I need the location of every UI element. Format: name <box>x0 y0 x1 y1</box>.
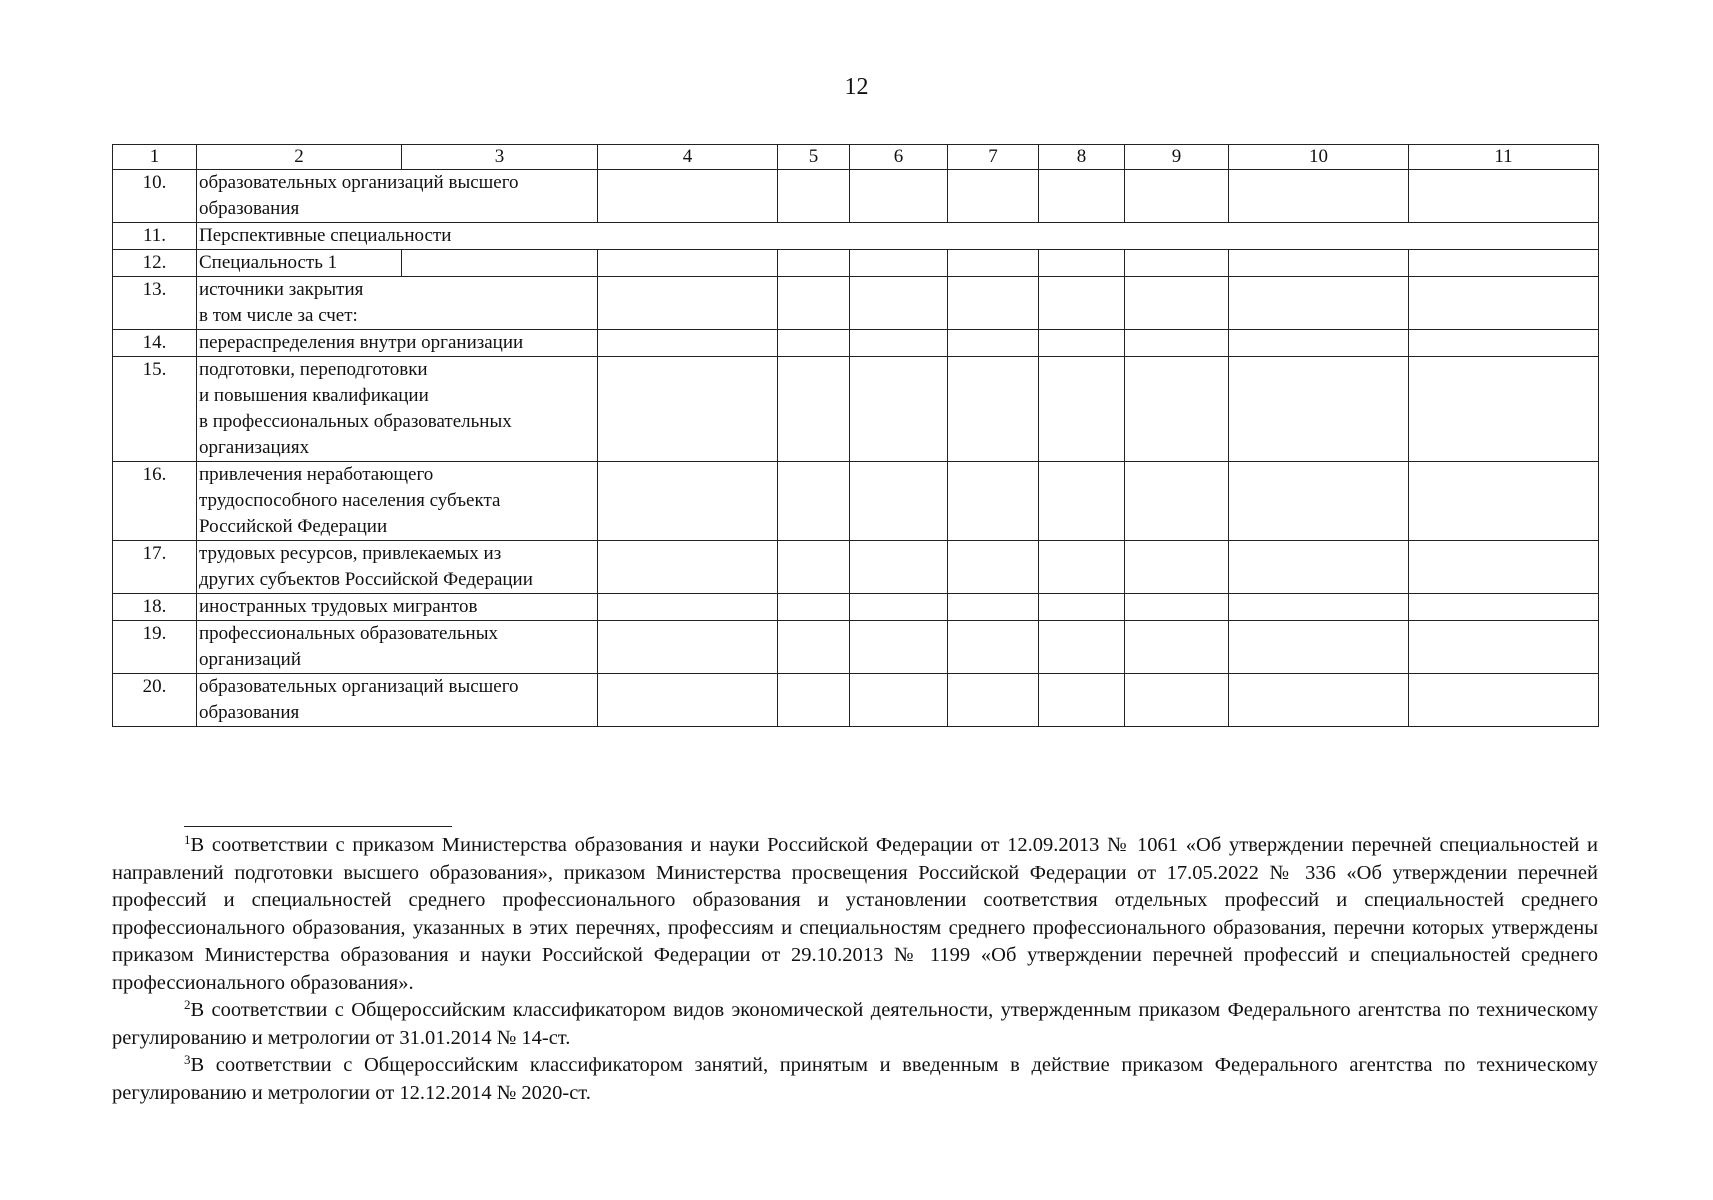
row-label: источники закрытия в том числе за счет: <box>197 277 598 330</box>
table-row <box>113 594 1599 621</box>
footnote <box>112 832 1598 997</box>
row-number: 15. <box>113 357 197 462</box>
table-row <box>113 357 1599 462</box>
table-row <box>113 541 1599 594</box>
table-row <box>113 250 1599 277</box>
column-number: 10 <box>1229 145 1409 170</box>
row-number: 10. <box>113 170 197 223</box>
table-row <box>113 462 1599 541</box>
table-row <box>113 674 1599 727</box>
column-number: 9 <box>1125 145 1229 170</box>
page-number: 12 <box>844 74 869 100</box>
column-number: 1 <box>113 145 197 170</box>
column-number: 4 <box>598 145 778 170</box>
footnote <box>112 1052 1598 1107</box>
footnote-mark: 2 <box>184 997 191 1012</box>
row-label: Перспективные специальности <box>197 223 1599 250</box>
footnote-mark: 1 <box>184 832 191 847</box>
row-number: 13. <box>113 277 197 330</box>
column-number: 8 <box>1039 145 1125 170</box>
column-number: 11 <box>1409 145 1599 170</box>
row-label: иностранных трудовых мигрантов <box>197 594 598 621</box>
column-number: 5 <box>778 145 850 170</box>
row-number: 14. <box>113 330 197 357</box>
footnote-text: В соответствии с приказом Министерства образования и науки Российской Федерации от 12.09.2013 № 1061 «Об утверждении перечней специальностей и направлений подготовки высшего образования», приказом Министерства просвещения Российской Федерации от 17.05.2022 № 336 «Об утверждении перечней профессий и специальностей среднего профессионального образования и установлении соответствия отдельных профессий и специальностей среднего профессионального образования, указанных в этих перечнях, профессиям и специальностям среднего профессионального образования, перечни которых утверждены приказом Министерства образования и науки Российской Федерации от 29.10.2013 № 1199 «Об утверждении перечней профессий и специальностей среднего профессионального образования». <box>112 834 1598 994</box>
column-number: 3 <box>402 145 598 170</box>
row-label: профессиональных образовательных организаций <box>197 621 598 674</box>
footnote-mark: 3 <box>184 1052 191 1067</box>
row-number: 11. <box>113 223 197 250</box>
table-header-row <box>113 145 1599 170</box>
column-number: 6 <box>850 145 948 170</box>
footnote-text: В соответствии с Общероссийским классификатором видов экономической деятельности, утвержденным приказом Федерального агентства по техническому регулированию и метрологии от 31.01.2014 № 14-ст. <box>112 999 1598 1049</box>
row-label: трудовых ресурсов, привлекаемых из других субъектов Российской Федерации <box>197 541 598 594</box>
footnote-separator <box>184 826 452 827</box>
row-label: образовательных организаций высшего образования <box>197 170 598 223</box>
row-label: привлечения неработающего трудоспособного населения субъекта Российской Федерации <box>197 462 598 541</box>
table-row <box>113 170 1599 223</box>
row-label: подготовки, переподготовки и повышения квалификации в профессиональных образовательных организациях <box>197 357 598 462</box>
footnotes <box>112 826 1598 1107</box>
row-number: 20. <box>113 674 197 727</box>
footnote <box>112 997 1598 1052</box>
row-label: образовательных организаций высшего образования <box>197 674 598 727</box>
footnote-text: В соответствии с Общероссийским классификатором занятий, принятым и введенным в действие приказом Федерального агентства по техническому регулированию и метрологии от 12.12.2014 № 2020-ст. <box>112 1054 1598 1104</box>
column-number: 7 <box>948 145 1039 170</box>
table-row <box>113 223 1599 250</box>
column-number: 2 <box>197 145 402 170</box>
table-row <box>113 330 1599 357</box>
table-row <box>113 277 1599 330</box>
data-table <box>112 144 1599 727</box>
row-number: 19. <box>113 621 197 674</box>
row-number: 17. <box>113 541 197 594</box>
table-row <box>113 621 1599 674</box>
row-number: 12. <box>113 250 197 277</box>
row-number: 16. <box>113 462 197 541</box>
row-label: Специальность 1 <box>197 250 402 277</box>
row-label: перераспределения внутри организации <box>197 330 598 357</box>
row-number: 18. <box>113 594 197 621</box>
